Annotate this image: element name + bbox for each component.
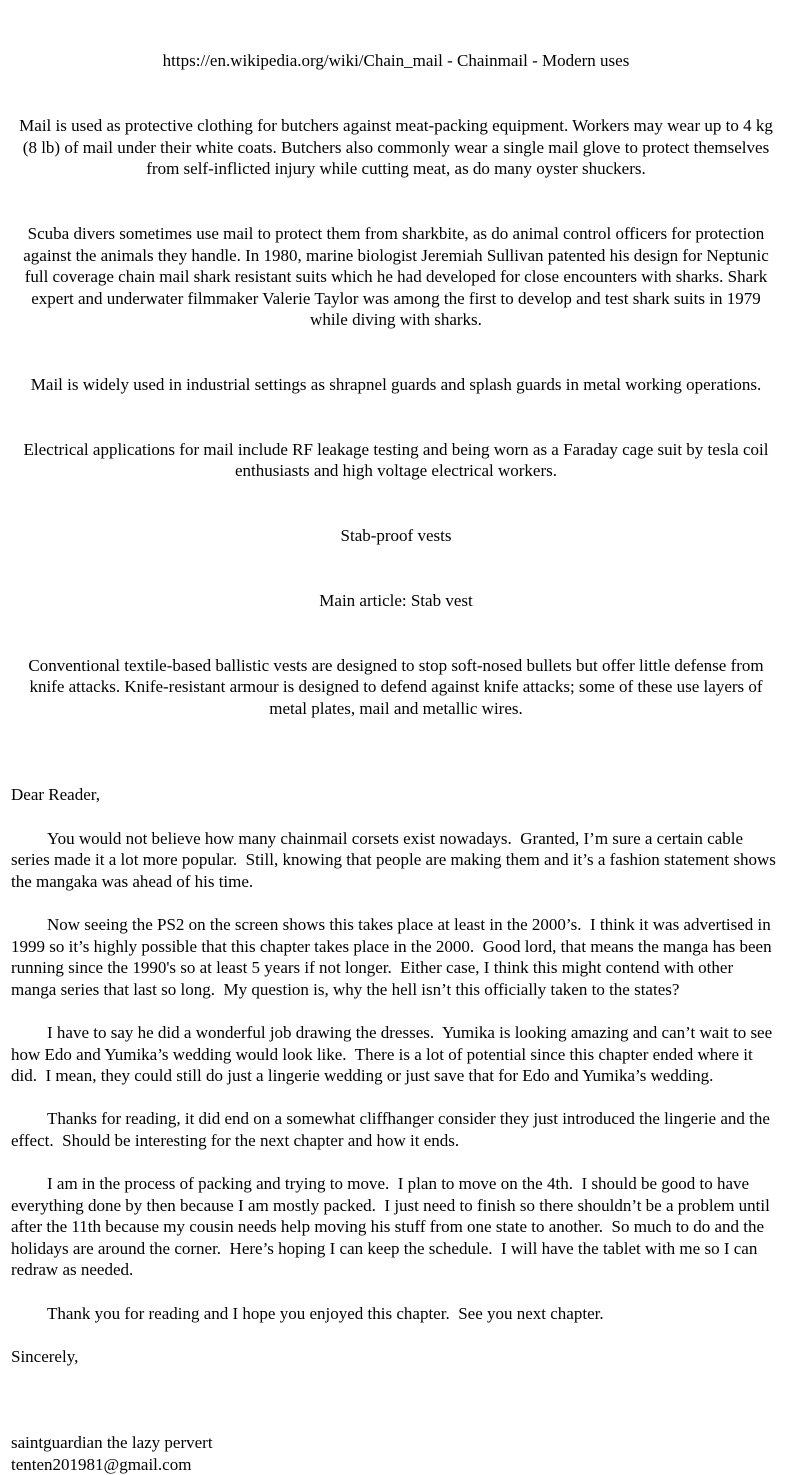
wiki-source-line: https://en.wikipedia.org/wiki/Chain_mail - Chainmail - Modern uses [162, 51, 630, 71]
letter-paragraph: Thanks for reading, it did end on a somewhat cliffhanger consider they just introduced the lingerie and the effect. Should be interesting for the next chapter and how it ends. [11, 1109, 775, 1150]
wiki-excerpt-block [11, 7, 781, 763]
wiki-paragraph: Scuba divers sometimes use mail to protect them from sharkbite, as do animal control officers for protection against the animals they handle. In 1980, marine biologist Jeremiah Sullivan patented his design for Neptunic full coverage chain mail shark resistant suits which he had developed for close encounters with sharks. Shark expert and underwater filmmaker Valerie Taylor was among the first to develop and test shark suits in 1979 while diving with sharks. [23, 223, 773, 330]
letter-body [11, 784, 781, 1475]
letter-paragraph: I am in the process of packing and trying to move. I plan to move on the 4th. I should be good to have everything done by then because I am mostly packed. I just need to finish so there shouldn’t be a problem until after the 11th because my cousin needs help moving his stuff from one state to another. So much to do and the holidays are around the corner. Here’s hoping I can keep the schedule. I will have the tablet with me so I can redraw as needed. [11, 1174, 775, 1280]
wiki-paragraph: Mail is widely used in industrial settings as shrapnel guards and splash guards in metal working operations. [30, 375, 762, 395]
signature-block [11, 1389, 781, 1432]
wiki-paragraph: Conventional textile-based ballistic vests are designed to stop soft-nosed bullets but offer little defense from knife attacks. Knife-resistant armour is designed to defend against knife attacks; some of these use layers of metal plates, mail and metallic wires. [28, 655, 768, 718]
letter-paragraph: Now seeing the PS2 on the screen shows this takes place at least in the 2000’s. I think it was advertised in 1999 so it’s highly possible that this chapter takes place in the 2000. Good lord, that means the manga has been running since the 1990's so at least 5 years if not longer. Either case, I think this might contend with other manga series that last so long. My question is, why the hell isn’t this officially taken to the states? [11, 914, 776, 999]
wiki-paragraph: Electrical applications for mail include RF leakage testing and being worn as a Faraday cage suit by tesla coil enthusiasts and high voltage electrical workers. [23, 439, 773, 481]
signature-name: saintguardian the lazy pervert [11, 1433, 213, 1453]
wiki-section-heading: Stab-proof vests [340, 526, 452, 546]
signature-email: tenten201981@gmail.com [11, 1454, 192, 1474]
letter-paragraph: Thank you for reading and I hope you enjoyed this chapter. See you next chapter. [47, 1303, 604, 1323]
wiki-paragraph: Mail is used as protective clothing for butchers against meat-packing equipment. Workers may wear up to 4 kg (8 lb) of mail under their white coats. Butchers also commonly wear a single mail glove to protect themselves from self-inflicted injury while cutting meat, as do many oyster shuckers. [19, 115, 778, 179]
letter-paragraph: You would not believe how many chainmail corsets exist nowadays. Granted, I’m sure a certain cable series made it a lot more popular. Still, knowing that people are making them and it’s a fashion statement shows the mangaka was ahead of his time. [11, 828, 781, 891]
letter-salutation: Dear Reader, [11, 785, 100, 805]
letter-closing: Sincerely, [11, 1346, 79, 1366]
letter-paragraph: I have to say he did a wonderful job drawing the dresses. Yumika is looking amazing and can’t wait to see how Edo and Yumika’s wedding would look like. There is a lot of potential since this chapter ended where it did. I mean, they could still do just a lingerie wedding or just save that for Edo and Yumika’s wedding. [11, 1022, 777, 1086]
wiki-main-article-line: Main article: Stab vest [319, 591, 473, 611]
